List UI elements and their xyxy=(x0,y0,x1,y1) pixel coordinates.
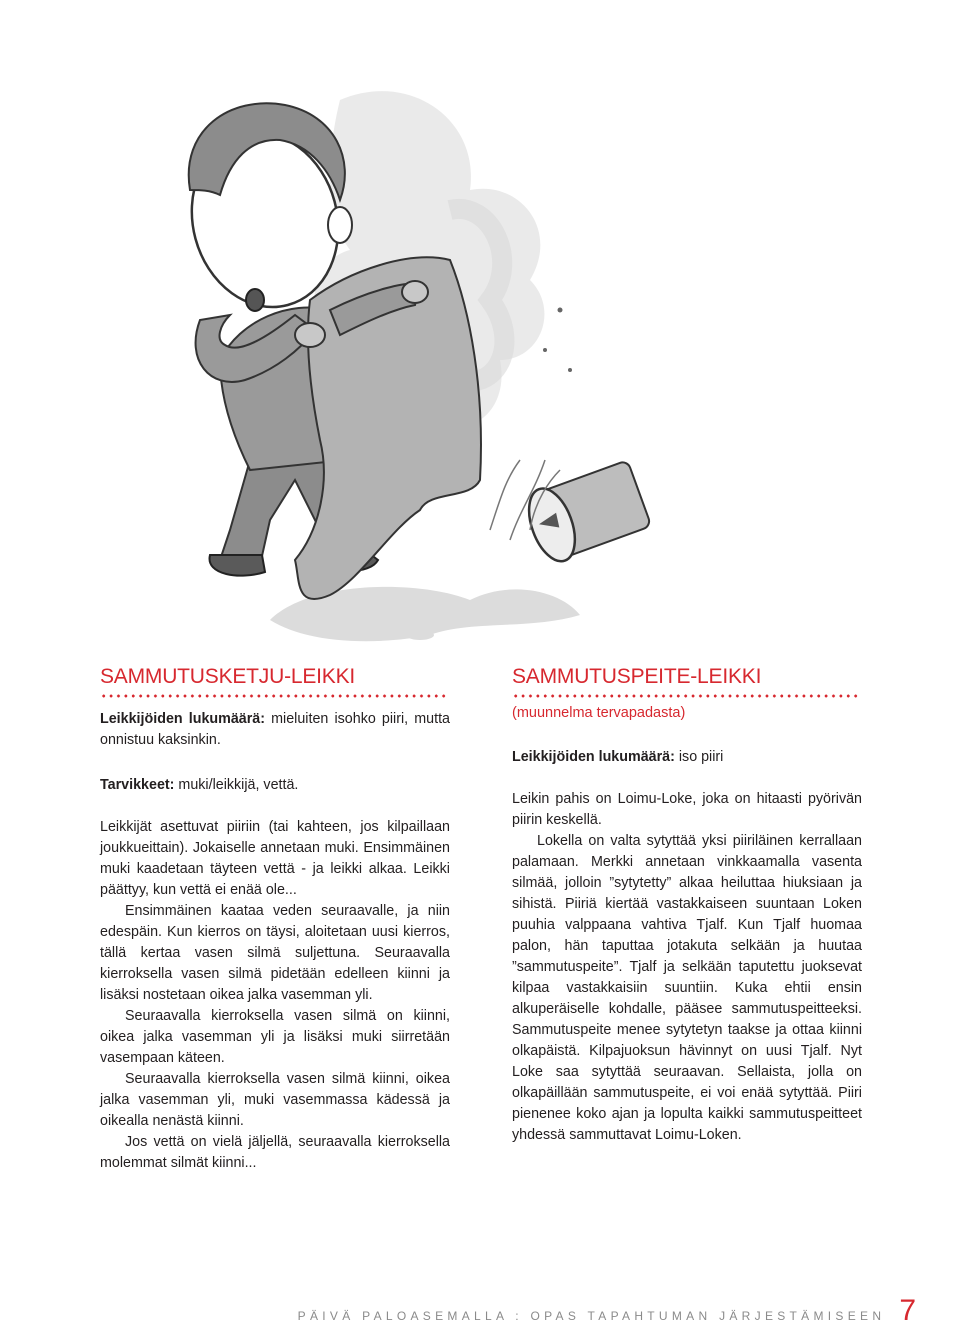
section-heading-sammutusketju: SAMMUTUSKETJU-LEIKKI xyxy=(100,665,356,688)
participants-label: Leikkijöiden lukumäärä: xyxy=(512,749,675,765)
right-column xyxy=(512,664,862,1146)
section-subtitle: (muunnelma tervapadasta) xyxy=(512,705,686,721)
water-droplet xyxy=(558,308,563,313)
left-shoe xyxy=(210,555,265,576)
boy-ear xyxy=(328,207,352,243)
left-column xyxy=(100,664,450,1174)
footer-publication-title: PÄIVÄ PALOASEMALLA : OPAS TAPAHTUMAN JÄRJESTÄMISEEN xyxy=(297,1309,886,1323)
paragraph: Lokella on valta sytyttää yksi piiriläinen kerrallaan palamaan. Merkki annetaan vinkkaamalla vasenta silmää, jolloin ”sytytetty” alkaa heiluttaa hiuksiaan ja sihistä. Piiriä kiertää vastakkaiseen suuntaan Loken puuhia valppaana vahtiva Tjalf. Kun Tjalf huomaa palon, hän taputtaa jotakuta selkään ja huutaa ”sammutuspeite”. Tjalf ja selkään taputettu juoksevat kilpaa vastakkaisiin suuntiin. Kuka ehtii ensin alkuperäiselle kohdalle, pääsee sammutuspeitteeksi. Sammutuspeite menee sytytetyn taakse ja ottaa kiinni olkapäistä. Kilpajuoksun hävinnyt on uusi Tjalf. Nyt Loke saa sytyttää seuraavan. Sellaista, jolla on olkapäillään sammutuspeite, ei voi enää sytyttää. Piiri pienenee koko ajan ja lopulta kaikki sammutuspeitteet yhdessä sammuttavat Loimu-Loken. xyxy=(512,833,862,1143)
page-footer xyxy=(298,1296,916,1326)
page-number: 7 xyxy=(899,1294,916,1327)
paragraph: Seuraavalla kierroksella vasen silmä kiinni, oikea jalka vasemman yli, muki vasemmassa kädessä ja oikealla nenästä kiinni. xyxy=(100,1071,450,1129)
paragraph: Ensimmäinen kaataa veden seuraavalle, ja niin edespäin. Kun kierros on täysi, aloitetaan uusi kierros, tällä kertaa vasen silmä suljettuna. Seuraavalla kierroksella vasen silmä pidetään edelleen kiinni ja lisäksi nostetaan oikea jalka vasemman yli. xyxy=(100,903,450,1003)
paragraph: Seuraavalla kierroksella vasen silmä on kiinni, oikea jalka vasemman yli ja lisäksi muki siirretään vasempaan käteen. xyxy=(100,1008,450,1066)
participants-text: iso piiri xyxy=(674,749,724,765)
boy-mouth xyxy=(246,289,264,311)
supplies-text: muki/leikkijä, vettä. xyxy=(174,777,299,793)
paragraph: Jos vettä on vielä jäljellä, seuraavalla kierroksella molemmat silmät kiinni... xyxy=(100,1134,450,1171)
participants-text: mieluiten isohko piiri, mutta onnistuu kaksinkin. xyxy=(100,711,450,748)
participants-label: Leikkijöiden lukumäärä: xyxy=(100,711,266,727)
participants-line xyxy=(100,709,450,751)
section-heading-sammutuspeite: SAMMUTUSPEITE-LEIKKI xyxy=(512,665,762,688)
dotted-divider xyxy=(512,693,860,699)
supplies-label: Tarvikkeet: xyxy=(100,777,175,793)
water-droplet xyxy=(568,368,572,372)
supplies-line xyxy=(100,775,450,796)
dotted-divider xyxy=(100,693,448,699)
puddle-drop xyxy=(406,630,434,640)
paragraph: Leikin pahis on Loimu-Loke, joka on hitaasti pyörivän piirin keskellä. xyxy=(512,791,862,828)
water-droplet xyxy=(543,348,547,352)
paragraph: Leikkijät asettuvat piiriin (tai kahteen, jos kilpaillaan joukkueittain). Jokaiselle annetaan muki. Ensimmäinen muki kaadetaan täyteen vettä - ja leikki alkaa. Leikki päättyy, kun vettä ei enää ole... xyxy=(100,819,450,898)
left-hand xyxy=(295,323,325,347)
participants-line xyxy=(512,747,862,768)
right-hand xyxy=(402,281,428,303)
boy-extinguishing-fire-illustration xyxy=(90,60,710,660)
